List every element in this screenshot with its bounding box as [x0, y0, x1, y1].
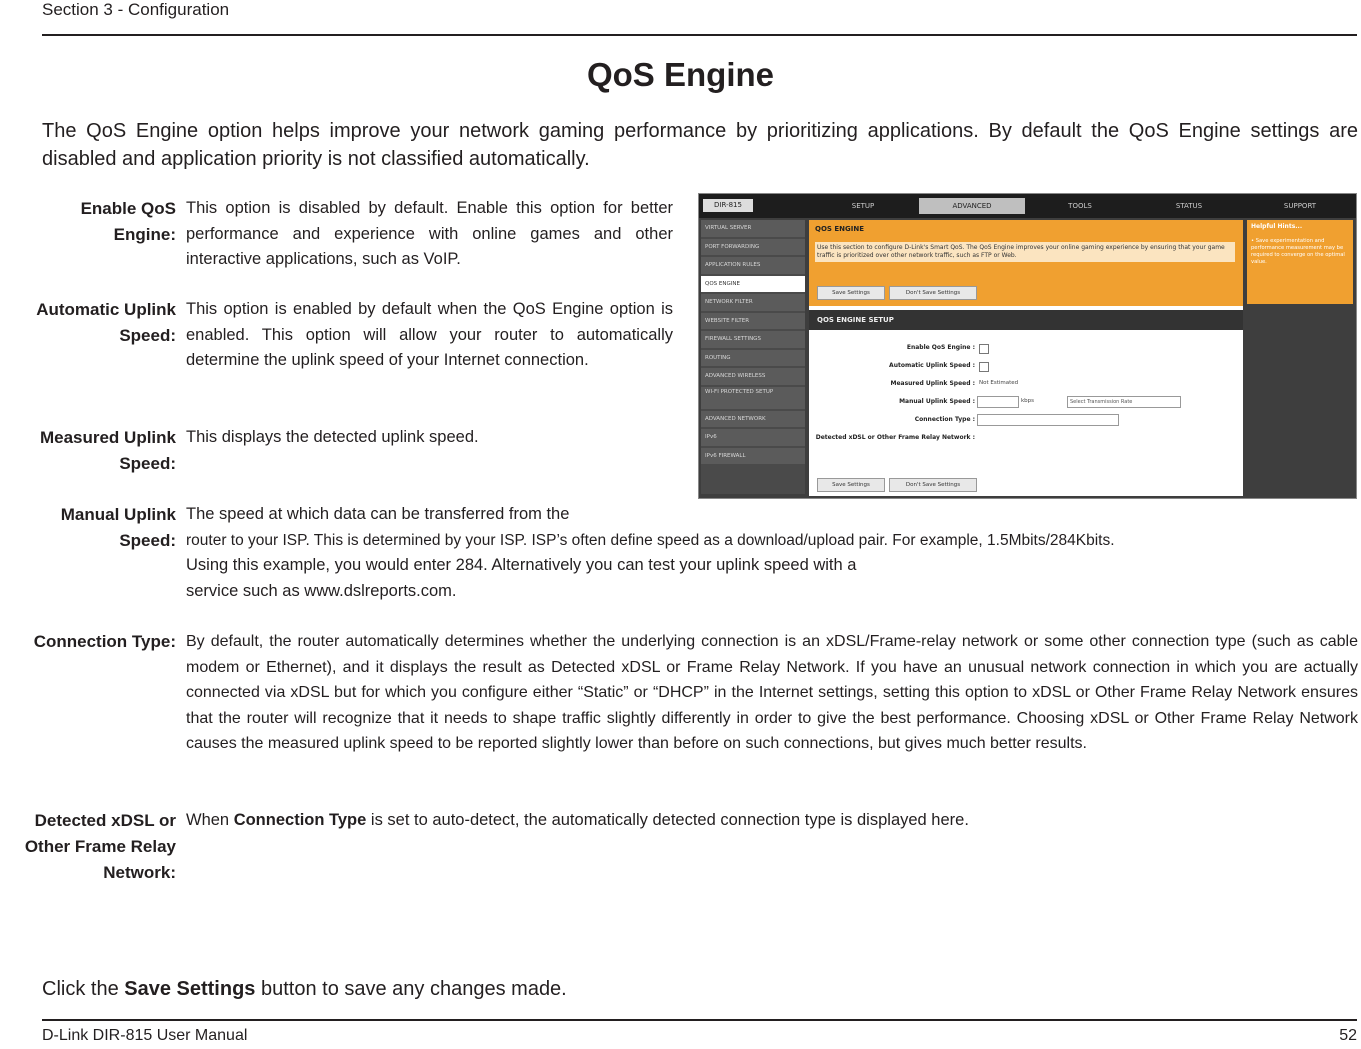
- desc-line: service such as www.dslreports.com.: [186, 581, 457, 600]
- note-bold: Save Settings: [124, 978, 256, 1000]
- qos-intro-panel: [809, 220, 1243, 306]
- desc-text: is set to auto-detect, the automatically detected connection type is displayed here.: [366, 811, 969, 829]
- save-settings-button-bottom: Save Settings: [817, 478, 885, 492]
- desc-manual-uplink: [186, 502, 1358, 604]
- tab-advanced: ADVANCED: [919, 198, 1025, 214]
- tab-status: STATUS: [1175, 202, 1203, 210]
- sidebar-item: WI-FI PROTECTED SETUP: [701, 387, 805, 409]
- intro-paragraph: The QoS Engine option helps improve your network gaming performance by prioritizing applications. By default the QoS Engine settings are disabled and application priority is not classified automatically.: [42, 120, 1358, 170]
- desc-detected-xdsl: [186, 808, 1358, 834]
- row-label: Measured Uplink Speed :: [890, 380, 975, 387]
- row-label: Detected xDSL or Other Frame Relay Network :: [815, 434, 975, 441]
- sidebar-item: IPv6: [701, 429, 805, 446]
- helpful-hints-title: Helpful Hints...: [1251, 223, 1303, 230]
- sidebar-item-active: QOS ENGINE: [701, 276, 805, 293]
- sidebar-item: IPv6 FIREWALL: [701, 448, 805, 465]
- helpful-hints-text: • Save experimentation and performance measurement may be required to converge on the optimal value.: [1251, 238, 1345, 265]
- term-line: Manual Uplink: [60, 505, 176, 524]
- desc-bold-term: Connection Type: [233, 811, 367, 829]
- manual-uplink-input: [977, 396, 1019, 408]
- qos-panel-text: Use this section to configure D-Link's Smart QoS. The QoS Engine improves your online gaming experience by ensuring that your game traffic is prioritized over other network traffic, such as FTP or Web.: [815, 242, 1235, 262]
- auto-uplink-checkbox: [979, 362, 989, 372]
- row-label: Connection Type :: [914, 416, 975, 423]
- top-rule: [42, 34, 1357, 36]
- term-line: Speed:: [119, 326, 176, 345]
- screenshot-sidebar: [701, 220, 805, 494]
- row-label: Enable QoS Engine :: [906, 344, 975, 351]
- note-text: button to save any changes made.: [255, 978, 567, 1000]
- kbps-label: kbps: [1021, 398, 1035, 404]
- sidebar-item: FIREWALL SETTINGS: [701, 331, 805, 348]
- sidebar-item: WEBSITE FILTER: [701, 313, 805, 330]
- desc-measured-uplink: This displays the detected uplink speed.: [186, 428, 479, 446]
- transmission-rate-select: Select Transmission Rate: [1067, 396, 1181, 408]
- model-label: DIR-815: [703, 199, 753, 212]
- term-line: Network:: [103, 863, 176, 882]
- sidebar-item: PORT FORWARDING: [701, 239, 805, 256]
- save-settings-button: Save Settings: [817, 286, 885, 300]
- qos-panel-title: QOS ENGINE: [815, 225, 865, 233]
- bottom-rule: [42, 1019, 1357, 1021]
- qos-setup-header: QOS ENGINE SETUP: [809, 310, 1243, 330]
- term-line: Measured Uplink: [39, 428, 176, 447]
- term-line: Speed:: [119, 454, 176, 473]
- screenshot-topbar: [699, 194, 1356, 218]
- term-line: Other Frame Relay: [24, 837, 176, 856]
- desc-line: router to your ISP. This is determined by your ISP. ISP’s often define speed as a download/upload pair. For example, 1.5Mbits/284Kbits.: [186, 531, 1115, 549]
- manual-title: D-Link DIR-815 User Manual: [42, 1027, 248, 1044]
- sidebar-item: ADVANCED NETWORK: [701, 411, 805, 428]
- dont-save-settings-button: Don't Save Settings: [889, 286, 977, 300]
- connection-type-select: [977, 414, 1119, 426]
- term-measured-uplink: [0, 425, 176, 477]
- term-enable-qos: [0, 196, 176, 248]
- term-line: Connection Type:: [33, 632, 176, 651]
- note-text: Click the: [42, 978, 125, 1000]
- row-label: Automatic Uplink Speed :: [889, 362, 975, 369]
- term-line: Enable QoS: [80, 199, 176, 218]
- term-detected-xdsl: [0, 808, 176, 886]
- term-line: Detected xDSL or: [34, 811, 176, 830]
- measured-value: Not Estimated: [979, 380, 1019, 386]
- sidebar-item: APPLICATION RULES: [701, 257, 805, 274]
- desc-text: When: [186, 811, 234, 829]
- screenshot-main-panel: [809, 220, 1243, 496]
- page-number: 52: [1339, 1027, 1357, 1044]
- term-line: Automatic Uplink: [36, 300, 176, 319]
- save-settings-note: [42, 978, 567, 1001]
- term-connection-type: [0, 629, 176, 655]
- sidebar-item: VIRTUAL SERVER: [701, 220, 805, 237]
- desc-line: The speed at which data can be transferred from the: [186, 505, 570, 523]
- row-label: Manual Uplink Speed :: [899, 398, 975, 405]
- desc-enable-qos: This option is disabled by default. Enable this option for better performance and experience with online games and other interactive applications, such as VoIP.: [186, 199, 673, 268]
- page-title: QoS Engine: [586, 56, 774, 93]
- section-header: Section 3 - Configuration: [42, 0, 230, 19]
- sidebar-item: ROUTING: [701, 350, 805, 367]
- term-line: Speed:: [119, 531, 176, 550]
- term-manual-uplink: [0, 502, 176, 554]
- enable-qos-checkbox: [979, 344, 989, 354]
- term-automatic-uplink: [0, 297, 176, 349]
- tab-setup: SETUP: [851, 202, 875, 210]
- sidebar-item: ADVANCED WIRELESS: [701, 368, 805, 385]
- term-line: Engine:: [113, 225, 176, 244]
- dont-save-settings-button-bottom: Don't Save Settings: [889, 478, 977, 492]
- desc-automatic-uplink: This option is enabled by default when the QoS Engine option is enabled. This option will allow your router to automatically determine the uplink speed of your Internet connection.: [186, 300, 673, 369]
- desc-line: Using this example, you would enter 284. Alternatively you can test your uplink speed with a: [186, 556, 857, 574]
- tab-support: SUPPORT: [1283, 202, 1317, 210]
- desc-connection-type: By default, the router automatically determines whether the underlying connection is an xDSL/Frame-relay network or some other connection type (such as cable modem or Ethernet), and it displays the result as Detected xDSL or Frame Relay Network. If you have an unusual network connection in which you are actually connected via xDSL but for which you configure either “Static” or “DHCP” in the Internet settings, setting this option to xDSL or Other Frame Relay Network ensures that the router will recognize that it needs to shape traffic slightly differently in order to give the best performance. Choosing xDSL or Other Frame Relay Network causes the measured uplink speed to be reported slightly lower than before on such connections, but gives much better results.: [186, 633, 1358, 752]
- router-screenshot: [698, 193, 1357, 499]
- tab-tools: TOOLS: [1068, 202, 1092, 210]
- helpful-hints-panel: [1247, 220, 1353, 304]
- sidebar-item: NETWORK FILTER: [701, 294, 805, 311]
